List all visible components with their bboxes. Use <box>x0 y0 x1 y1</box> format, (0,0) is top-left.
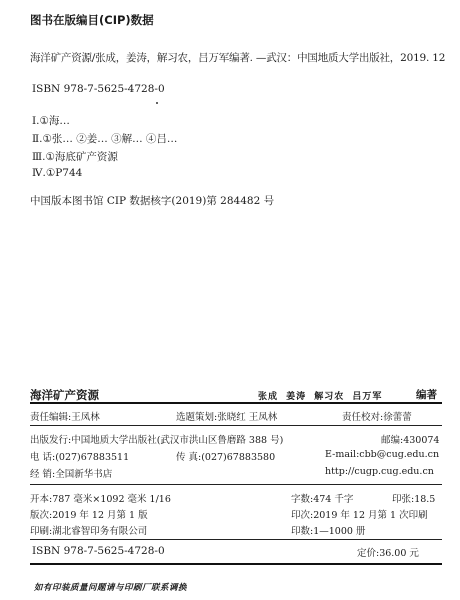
cip-bibliographic-entry: 海洋矿产资源/张成，姜涛，解习农，吕万军编著. —武汉：中国地质大学出版社，2019. 12 <box>30 52 446 64</box>
website: http://cugp.cug.edu.cn <box>325 466 434 477</box>
author-role: 编著 <box>416 389 437 401</box>
book-format: 开本:787 毫米×1092 毫米 1/16 <box>30 494 171 505</box>
cip-subject-2: Ⅱ.①张… ②姜… ③解… ④吕… <box>32 133 178 145</box>
distributor: 经 销:全国新华书店 <box>30 469 113 480</box>
cip-isbn: ISBN 978-7-5625-4728-0 <box>32 83 165 95</box>
fax: 传 真:(027)67883580 <box>176 452 276 463</box>
printer: 印刷:湖北睿智印务有限公司 <box>30 526 148 537</box>
divider <box>30 484 442 485</box>
divider <box>30 425 442 426</box>
cip-subject-4: Ⅳ.①P744 <box>32 167 83 179</box>
cip-subject-1: Ⅰ.①海… <box>32 115 70 127</box>
cip-header: 图书在版编目(CIP)数据 <box>30 13 154 27</box>
postcode: 邮编:430074 <box>381 435 440 446</box>
divider <box>30 539 442 540</box>
email: E-mail:cbb@cug.edu.cn <box>325 449 440 460</box>
book-title: 海洋矿产资源 <box>30 388 99 402</box>
word-count: 字数:474 千字 <box>291 494 354 505</box>
printing: 印次:2019 年 12 月第 1 次印刷 <box>291 510 428 521</box>
authors: 张成 姜涛 解习农 吕万军 <box>258 392 383 402</box>
cip-core-number: 中国版本图书馆 CIP 数据核字(2019)第 284482 号 <box>30 195 275 207</box>
printed-sheets: 印张:18.5 <box>392 494 436 505</box>
proofreader: 责任校对:徐蕾蕾 <box>342 412 412 423</box>
phone: 电 话:(027)67883511 <box>30 452 130 463</box>
print-run: 印数:1—1000 册 <box>291 526 366 537</box>
publisher: 出版发行:中国地质大学出版社(武汉市洪山区鲁磨路 388 号) <box>30 435 284 446</box>
topic-planner: 选题策划:张晓红 王凤林 <box>176 412 278 423</box>
bottom-divider <box>30 563 442 565</box>
stray-dot <box>156 102 158 104</box>
quality-notice: 如有印装质量问题请与印刷厂联系调换 <box>34 583 188 593</box>
responsible-editor: 责任编辑:王凤林 <box>30 412 100 423</box>
colophon-isbn: ISBN 978-7-5625-4728-0 <box>32 545 165 557</box>
price: 定价:36.00 元 <box>357 548 419 559</box>
title-divider <box>30 402 442 404</box>
edition: 版次:2019 年 12 月第 1 版 <box>30 510 148 521</box>
cip-subject-3: Ⅲ.①海底矿产资源 <box>32 151 118 163</box>
